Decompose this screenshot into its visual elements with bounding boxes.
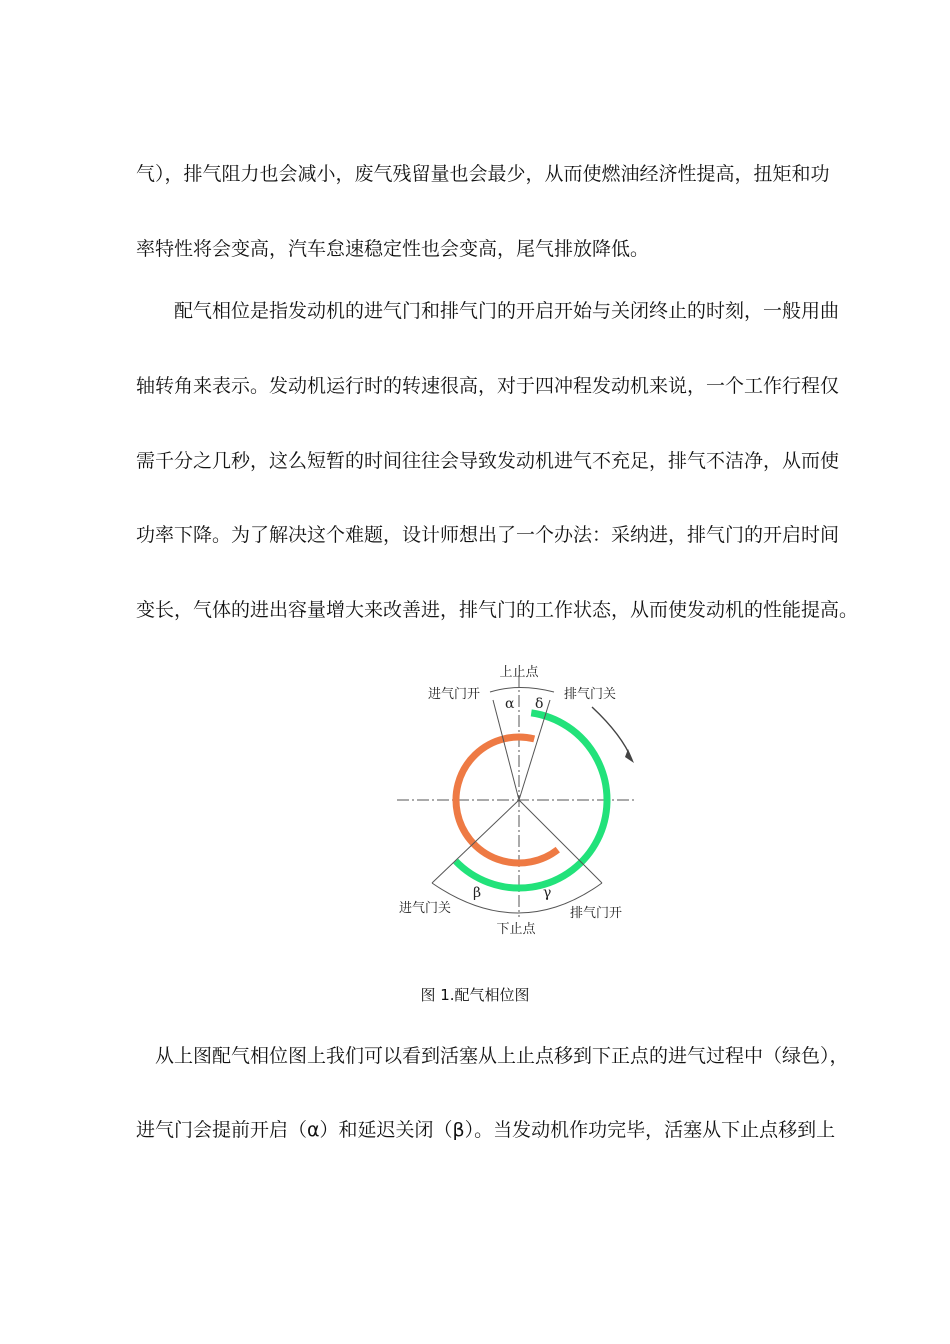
rotation-direction-arrow	[592, 707, 632, 760]
rotation-arrow-head-icon	[625, 749, 634, 763]
paragraph-line-4: 轴转角来表示。发动机运行时的转速很高，对于四冲程发动机来说，一个工作行程仅	[136, 375, 840, 397]
paragraph2-line-1: 从上图配气相位图上我们可以看到活塞从上止点移到下正点的进气过程中（绿色），	[136, 1045, 849, 1067]
bdc-label: 下止点	[496, 922, 536, 937]
exhaust-close-label: 排气门关	[564, 687, 617, 702]
intake-close-line	[432, 800, 519, 883]
paragraph2-line-2: 进气门会提前开启（α）和延迟关闭（β）。当发动机作功完毕，活塞从下止点移到上	[136, 1119, 836, 1141]
exhaust-open-label: 排气门开	[570, 906, 623, 921]
delta-label: δ	[535, 696, 544, 712]
paragraph-line-1: 气），排气阻力也会减小，废气残留量也会最少，从而使燃油经济性提高，扭矩和功	[136, 163, 830, 185]
intake-open-label: 进气门开	[428, 687, 481, 702]
exhaust-open-line	[519, 800, 602, 883]
beta-label: β	[473, 885, 482, 901]
paragraph-line-2: 率特性将会变高，汽车怠速稳定性也会变高，尾气排放降低。	[136, 238, 650, 260]
alpha-label: α	[505, 696, 515, 712]
paragraph-line-7: 变长，气体的进出容量增大来改善进，排气门的工作状态，从而使发动机的性能提高。	[136, 599, 859, 621]
paragraph-line-5: 需千分之几秒，这么短暂的时间往往会导致发动机进气不充足，排气不洁净，从而使	[136, 450, 840, 472]
gamma-label: γ	[543, 885, 552, 901]
intake-open-line	[493, 700, 519, 800]
intake-close-label: 进气门关	[399, 901, 452, 916]
tdc-label: 上止点	[499, 665, 539, 680]
paragraph-line-3: 配气相位是指发动机的进气门和排气门的开启开始与关闭终止的时刻，一般用曲	[136, 300, 840, 322]
paragraph-line-6: 功率下降。为了解决这个难题，设计师想出了一个办法：采纳进，排气门的开启时间	[136, 524, 840, 546]
valve-timing-diagram	[392, 655, 642, 945]
top-angle-arc	[490, 688, 554, 693]
figure-caption: 图 1.配气相位图	[420, 986, 530, 1004]
